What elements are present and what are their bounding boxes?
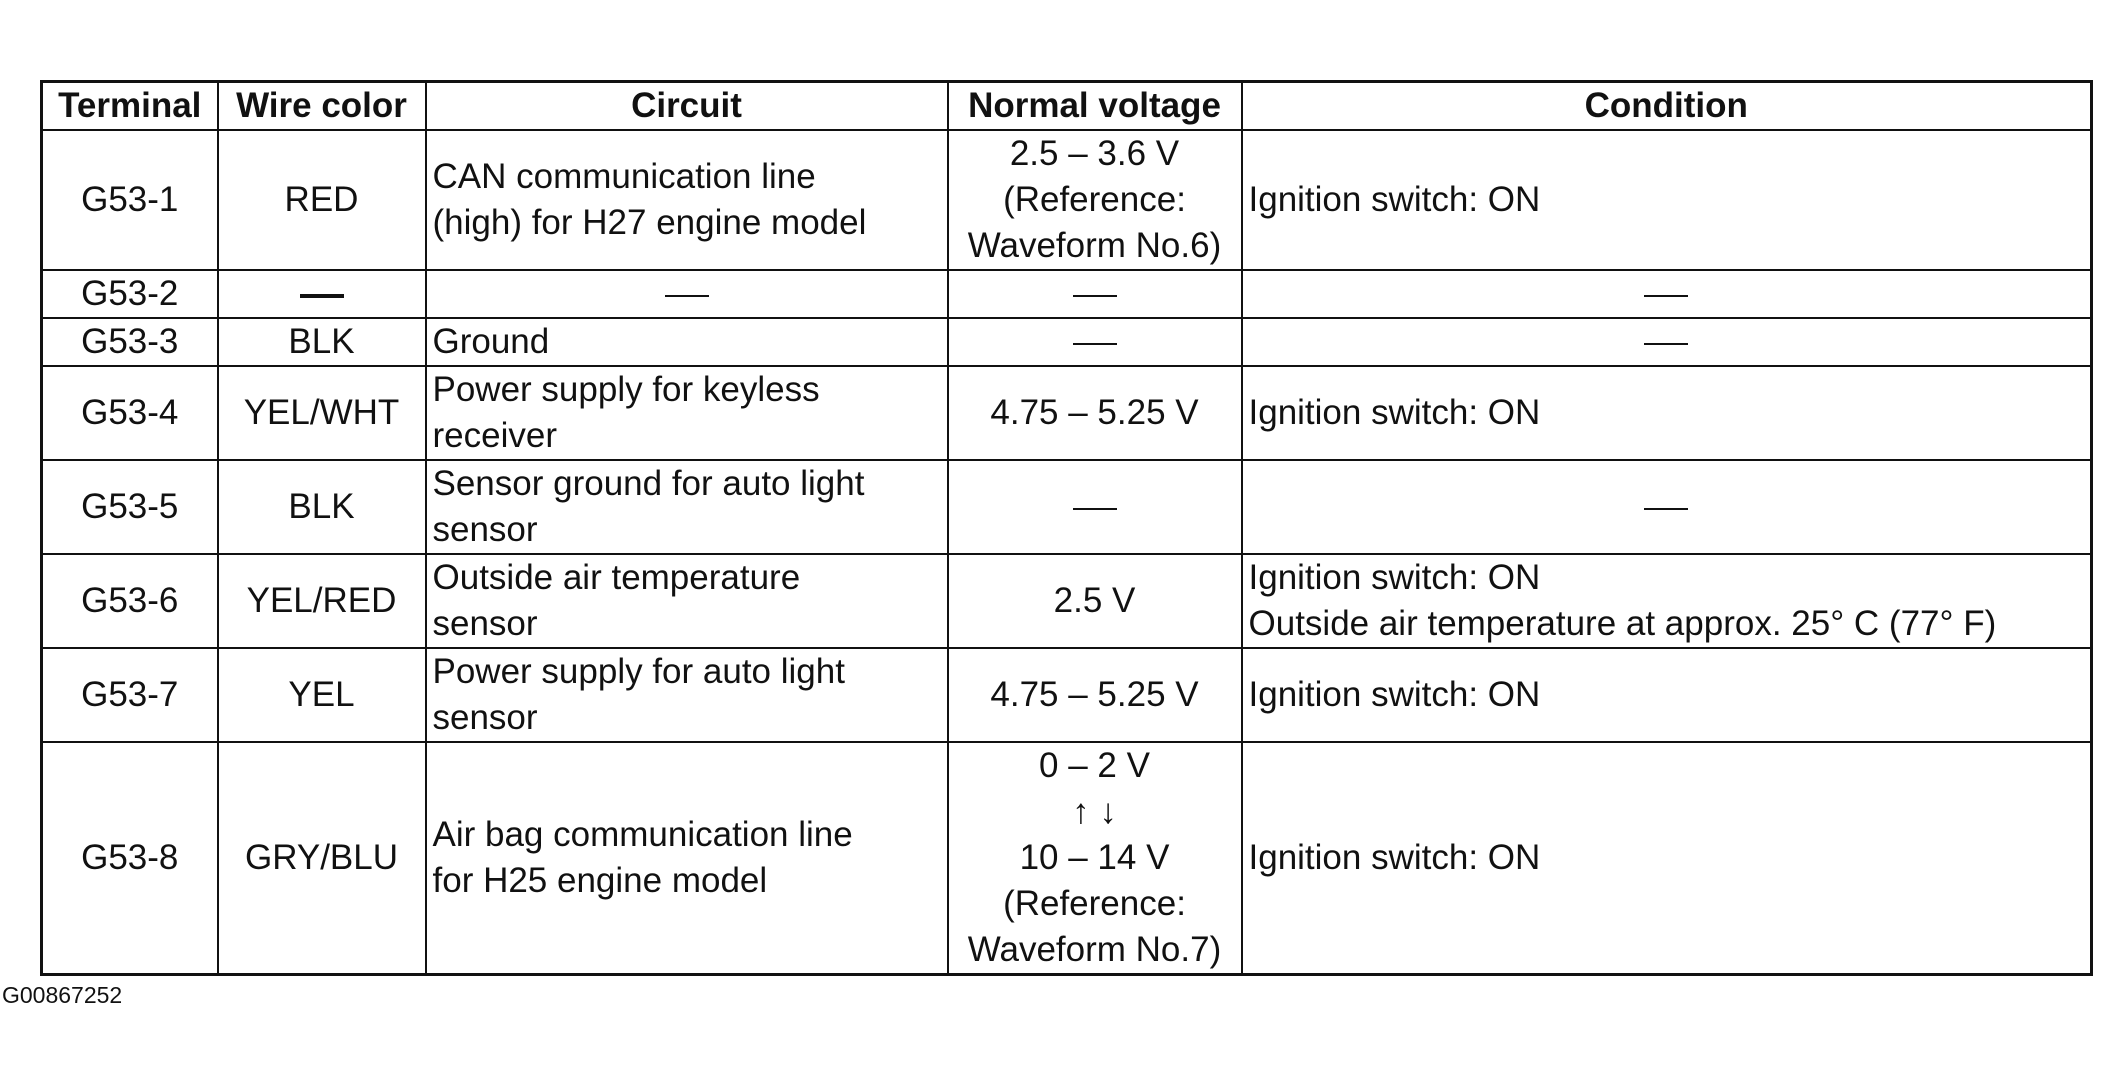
- wire-color-cell: YEL/RED: [218, 554, 426, 648]
- terminal-cell: G53-2: [42, 270, 218, 318]
- table-row: [42, 270, 2092, 318]
- terminal-spec-table: [40, 80, 2093, 976]
- table-row: [42, 742, 2092, 975]
- wire-color-cell: YEL/WHT: [218, 366, 426, 460]
- wire-color-cell: YEL: [218, 648, 426, 742]
- wire-color-cell: BLK: [218, 460, 426, 554]
- normal-voltage-cell: 2.5 V: [948, 554, 1242, 648]
- header-circuit: Circuit: [426, 82, 948, 131]
- terminal-cell: G53-8: [42, 742, 218, 975]
- normal-voltage-cell: 0 – 2 V ↑ ↓ 10 – 14 V (Reference: Waveform No.7): [948, 742, 1242, 975]
- empty-dash: [1644, 295, 1688, 297]
- circuit-cell: [426, 270, 948, 318]
- header-row: [42, 82, 2092, 131]
- condition-cell: Ignition switch: ON: [1242, 366, 2092, 460]
- condition-cell: [1242, 460, 2092, 554]
- condition-cell: Ignition switch: ON Outside air temperature at approx. 25° C (77° F): [1242, 554, 2092, 648]
- header-terminal: Terminal: [42, 82, 218, 131]
- normal-voltage-cell: [948, 318, 1242, 366]
- normal-voltage-cell: 4.75 – 5.25 V: [948, 648, 1242, 742]
- empty-dash: [1644, 343, 1688, 345]
- table-row: [42, 460, 2092, 554]
- condition-cell: Ignition switch: ON: [1242, 742, 2092, 975]
- table-row: [42, 318, 2092, 366]
- condition-cell: Ignition switch: ON: [1242, 130, 2092, 270]
- terminal-cell: G53-5: [42, 460, 218, 554]
- circuit-cell: Outside air temperature sensor: [426, 554, 948, 648]
- table-row: [42, 648, 2092, 742]
- terminal-cell: G53-6: [42, 554, 218, 648]
- header-normal-voltage: Normal voltage: [948, 82, 1242, 131]
- normal-voltage-cell: [948, 270, 1242, 318]
- table-row: [42, 554, 2092, 648]
- normal-voltage-cell: 2.5 – 3.6 V (Reference: Waveform No.6): [948, 130, 1242, 270]
- header-wire-color: Wire color: [218, 82, 426, 131]
- header-condition: Condition: [1242, 82, 2092, 131]
- wire-color-cell: BLK: [218, 318, 426, 366]
- condition-cell: [1242, 318, 2092, 366]
- empty-dash: [1073, 295, 1117, 297]
- wire-color-cell: RED: [218, 130, 426, 270]
- terminal-cell: G53-4: [42, 366, 218, 460]
- condition-cell: Ignition switch: ON: [1242, 648, 2092, 742]
- empty-dash: [300, 294, 344, 298]
- figure-id-label: G00867252: [2, 982, 123, 1008]
- circuit-cell: Air bag communication line for H25 engine model: [426, 742, 948, 975]
- circuit-cell: Ground: [426, 318, 948, 366]
- empty-dash: [1644, 508, 1688, 510]
- normal-voltage-cell: [948, 460, 1242, 554]
- wire-color-cell: GRY/BLU: [218, 742, 426, 975]
- empty-dash: [1073, 508, 1117, 510]
- empty-dash: [1073, 343, 1117, 345]
- circuit-cell: Power supply for keyless receiver: [426, 366, 948, 460]
- condition-cell: [1242, 270, 2092, 318]
- terminal-cell: G53-3: [42, 318, 218, 366]
- wire-color-cell: [218, 270, 426, 318]
- normal-voltage-cell: 4.75 – 5.25 V: [948, 366, 1242, 460]
- empty-dash: [665, 295, 709, 297]
- circuit-cell: Power supply for auto light sensor: [426, 648, 948, 742]
- terminal-cell: G53-7: [42, 648, 218, 742]
- table-row: [42, 366, 2092, 460]
- circuit-cell: Sensor ground for auto light sensor: [426, 460, 948, 554]
- table-row: [42, 130, 2092, 270]
- circuit-cell: CAN communication line (high) for H27 engine model: [426, 130, 948, 270]
- terminal-cell: G53-1: [42, 130, 218, 270]
